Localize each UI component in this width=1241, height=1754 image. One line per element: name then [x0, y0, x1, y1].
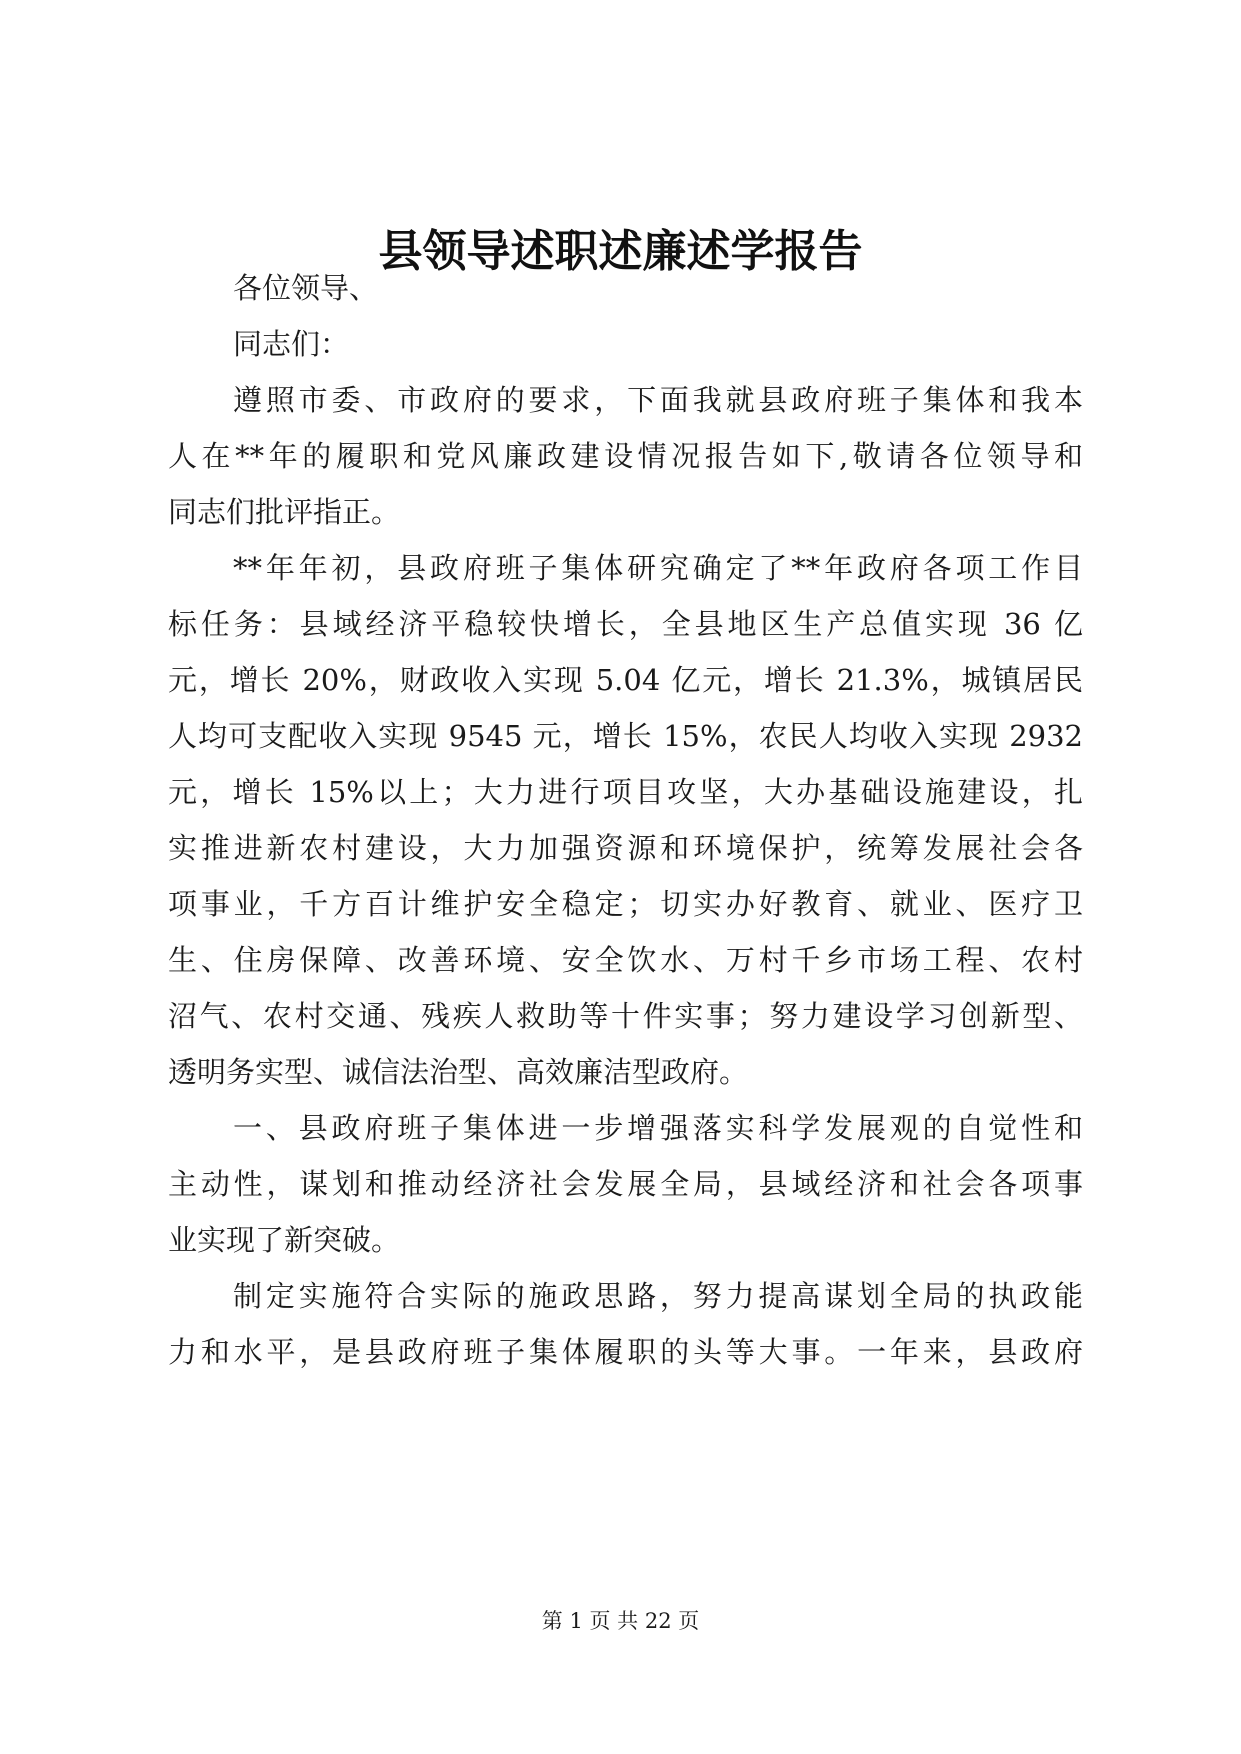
text-line: 同志们批评指正。	[168, 495, 401, 529]
text-line: 主动性，谋划和推动经济社会发展全局，县域经济和社会各项事	[168, 1167, 1083, 1201]
text-line: 实推进新农村建设，大力加强资源和环境保护，统筹发展社会各	[168, 831, 1083, 865]
text-line: 元，增长 20%，财政收入实现 5.04 亿元，增长 21.3%，城镇居民	[168, 663, 1083, 697]
text-line: **年年初，县政府班子集体研究确定了**年政府各项工作目	[233, 551, 1083, 585]
text-line: 标任务：县域经济平稳较快增长，全县地区生产总值实现 36 亿	[168, 607, 1083, 641]
text-line-salutation-1: 各位领导、	[233, 271, 379, 305]
text-line: 透明务实型、诚信法治型、高效廉洁型政府。	[168, 1055, 749, 1089]
text-line: 业实现了新突破。	[168, 1223, 401, 1257]
text-line: 制定实施符合实际的施政思路，努力提高谋划全局的执政能	[233, 1279, 1083, 1313]
text-line: 人均可支配收入实现 9545 元，增长 15%，农民人均收入实现 2932	[168, 719, 1083, 753]
text-line: 一、县政府班子集体进一步增强落实科学发展观的自觉性和	[233, 1111, 1083, 1145]
text-line: 遵照市委、市政府的要求，下面我就县政府班子集体和我本	[233, 383, 1083, 417]
text-line: 元，增长 15%以上；大力进行项目攻坚，大办基础设施建设，扎	[168, 775, 1083, 809]
text-line: 人在**年的履职和党风廉政建设情况报告如下,敬请各位领导和	[168, 439, 1083, 473]
text-line-salutation-2: 同志们：	[233, 327, 350, 361]
text-line: 沼气、农村交通、残疾人救助等十件实事；努力建设学习创新型、	[168, 999, 1083, 1033]
page-number-footer: 第 1 页 共 22 页	[541, 1609, 700, 1633]
document-title: 县领导述职述廉述学报告	[378, 226, 863, 277]
text-line: 力和水平，是县政府班子集体履职的头等大事。一年来，县政府	[168, 1335, 1083, 1369]
text-line: 生、住房保障、改善环境、安全饮水、万村千乡市场工程、农村	[168, 943, 1083, 977]
text-line: 项事业，千方百计维护安全稳定；切实办好教育、就业、医疗卫	[168, 887, 1083, 921]
